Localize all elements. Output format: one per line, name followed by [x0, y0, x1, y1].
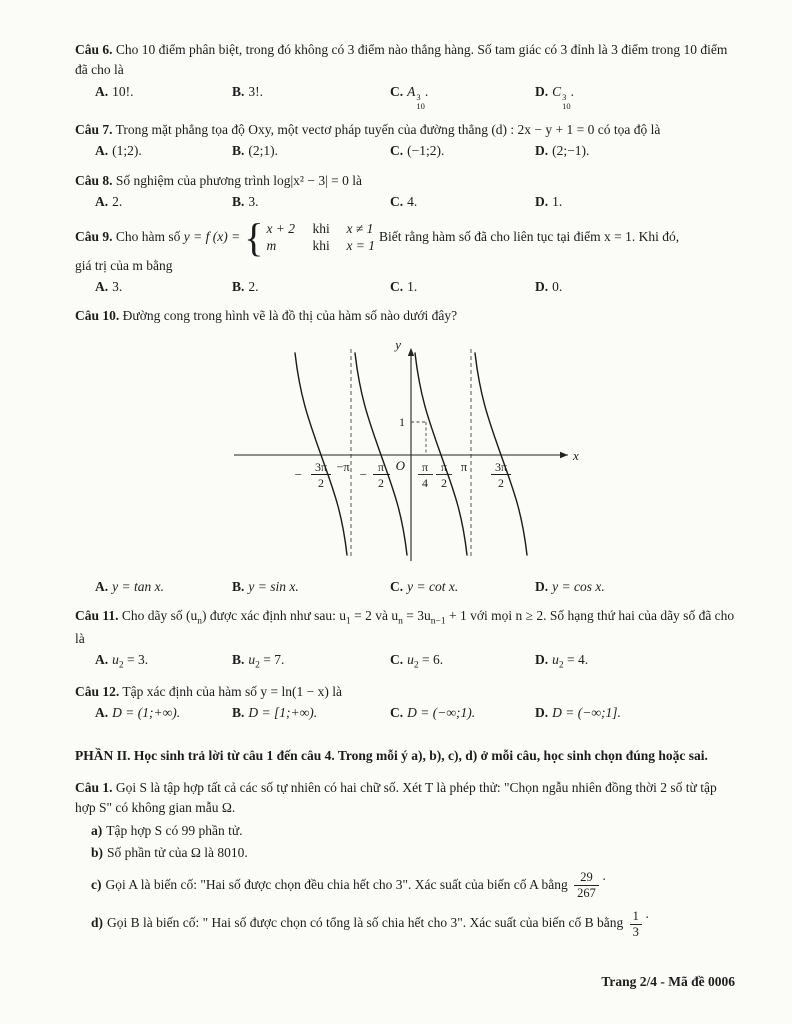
question-number: Câu 9.: [75, 229, 113, 245]
option-text: (2;−1).: [552, 143, 590, 159]
statement-b: [91, 843, 737, 863]
option-c: [390, 82, 535, 112]
y-axis-arrow: [408, 348, 414, 356]
question-number: Câu 8.: [75, 172, 113, 188]
option-text: 2.: [112, 193, 123, 209]
option-b: [232, 192, 390, 212]
script-stack: [562, 93, 571, 112]
tick-label-1: 1: [399, 414, 405, 429]
option-label: B.: [232, 652, 245, 668]
subscript: n−1: [430, 616, 446, 627]
subscript: 10: [562, 100, 571, 111]
option-label: C.: [390, 83, 404, 99]
graph-figure: [75, 333, 737, 569]
tick-num-neg-3pi-2: 3π: [314, 459, 328, 474]
option-text: D = [1;+∞).: [248, 705, 318, 721]
piecewise-function: [244, 215, 376, 261]
tick-den-3pi-2: 2: [498, 475, 504, 490]
statement-label: c): [91, 876, 102, 892]
option-label: A.: [95, 193, 109, 209]
question-text: = 2 và u: [350, 607, 399, 623]
option-b: [232, 141, 390, 161]
tick-num-neg-pi-2: π: [377, 459, 385, 474]
option-d: [535, 82, 737, 112]
option-label: A.: [95, 143, 109, 159]
sentence-dot: ·: [601, 871, 607, 887]
y-axis-label: y: [395, 336, 401, 352]
case-condition: x = 1: [346, 238, 376, 254]
part2-header: PHẦN II. Học sinh trả lời từ câu 1 đến câu 4. Trong mỗi ý a), b), c), d) ở mỗi câu, học sinh chọn đúng hoặc sai.: [75, 747, 708, 763]
subscript: n: [197, 616, 203, 627]
sentence-dot: ·: [644, 910, 650, 926]
subscript: 1: [346, 616, 351, 627]
superscript: 3: [416, 91, 421, 102]
statement-c: [91, 870, 737, 901]
statement-a: [91, 821, 737, 841]
subscript: 2: [413, 660, 419, 671]
question-text: + 1 với mọi n ≥ 2. Số hạng thứ hai của dãy số đã cho là: [75, 607, 735, 646]
question-stem: [75, 682, 737, 702]
option-label: B.: [232, 143, 245, 159]
tick-den-pi-2: 2: [441, 475, 447, 490]
question-text: Tập xác định của hàm số y = ln(1 − x) là: [122, 684, 342, 700]
option-text-tail: .: [424, 83, 429, 99]
fraction-numerator: 29: [580, 870, 593, 885]
option-text: 10!.: [112, 83, 134, 99]
options-row: [95, 82, 737, 112]
statement-text: Tập hợp S có 99 phần tử.: [106, 823, 243, 839]
option-text: D = (−∞;1).: [407, 705, 476, 721]
option-b: [232, 703, 390, 723]
question-stem: [75, 171, 737, 191]
option-label: D.: [535, 705, 549, 721]
option-d: [535, 577, 737, 597]
tick-sign-neg-3pi-2: −: [294, 466, 302, 482]
options-row: [95, 650, 737, 673]
question-text: Số nghiệm của phương trình log|x² − 3| = 0 là: [115, 172, 363, 188]
option-a: [95, 577, 232, 597]
option-d: [535, 703, 737, 723]
option-text: (1;2).: [112, 143, 142, 159]
x-axis-label: x: [573, 447, 579, 463]
tick-label-neg-pi: −π: [336, 459, 350, 474]
option-text: 2.: [248, 279, 259, 295]
options-row: [95, 192, 737, 212]
fraction: [574, 870, 599, 901]
brace: {: [244, 215, 264, 261]
option-text: 3.: [248, 193, 259, 209]
option-text: A: [407, 83, 416, 99]
option-label: D.: [535, 578, 549, 594]
option-label: D.: [535, 193, 549, 209]
statement-label: b): [91, 844, 104, 860]
question-10: [75, 306, 737, 597]
option-label: D.: [535, 279, 549, 295]
case-expression: m: [266, 238, 277, 254]
fraction-numerator: 1: [632, 908, 639, 923]
question-number: Câu 11.: [75, 607, 119, 623]
question-text-line2: giá trị của m bằng: [75, 257, 173, 273]
tick-label-pi: π: [460, 459, 468, 474]
curve-branch-2: [355, 353, 407, 555]
part2-question-1: [75, 778, 737, 947]
option-label: C.: [390, 705, 404, 721]
option-d: [535, 650, 737, 673]
option-text: u: [552, 652, 559, 668]
option-b: [232, 82, 390, 112]
subscript: 10: [416, 100, 425, 111]
statement-text: Số phần tử của Ω là 8010.: [107, 844, 248, 860]
option-c: [390, 141, 535, 161]
question-text: Đường cong trong hình vẽ là đồ thị của hàm số nào dưới đây?: [122, 308, 458, 324]
question-11: [75, 606, 737, 673]
option-text: y = sin x.: [248, 578, 299, 594]
question-text: Cho dãy số (u: [121, 607, 198, 623]
statement-d: [91, 908, 737, 939]
case-expression: x + 2: [266, 221, 296, 237]
option-text-tail: = 6.: [418, 652, 444, 668]
question-8: [75, 171, 737, 213]
cotangent-graph: [216, 333, 596, 569]
case-keyword: khi: [312, 221, 330, 237]
option-label: A.: [95, 705, 109, 721]
option-c: [390, 703, 535, 723]
question-number: Câu 12.: [75, 684, 120, 700]
option-c: [390, 650, 535, 673]
option-a: [95, 82, 232, 112]
options-row: [95, 703, 737, 723]
option-text: D = (−∞;1].: [552, 705, 621, 721]
curve-branch-1: [295, 353, 347, 555]
option-a: [95, 703, 232, 723]
question-stem: [75, 606, 737, 649]
piecewise-row: [266, 221, 375, 238]
option-label: A.: [95, 279, 109, 295]
function-definition: y = f (x) =: [183, 229, 241, 245]
option-label: D.: [535, 143, 549, 159]
tick-den-pi-4: 4: [422, 475, 428, 490]
option-label: D.: [535, 83, 549, 99]
option-text: u: [407, 652, 414, 668]
option-text: 3.: [112, 279, 123, 295]
question-text: Gọi S là tập hợp tất cả các số tự nhiên có hai chữ số. Xét T là phép thử: "Chọn ngẫu nhiên đồng thời 2 số từ tập hợp S" có không gian mẫu Ω.: [75, 779, 717, 816]
option-label: D.: [535, 652, 549, 668]
option-label: A.: [95, 578, 109, 594]
fraction: [630, 909, 642, 940]
options-row: [95, 577, 737, 597]
option-text: 3!.: [248, 83, 264, 99]
tick-sign-neg-pi-2: −: [359, 466, 367, 482]
option-d: [535, 192, 737, 212]
options-row: [95, 141, 737, 161]
subscript: n: [398, 616, 403, 627]
question-text: Cho 10 điểm phân biệt, trong đó không có 3 điểm nào thẳng hàng. Số tam giác có 3 đỉnh là 3 điểm trong 10 điểm đã cho là: [75, 42, 728, 78]
options-row: [95, 277, 737, 297]
superscript: 3: [562, 91, 567, 102]
question-text: = 3u: [402, 607, 431, 623]
statement-text: Gọi A là biến cố: "Hai số được chọn đều chia hết cho 3". Xác suất của biến cố A bằng: [105, 876, 568, 892]
piecewise-rows: [266, 221, 375, 255]
option-label: B.: [232, 578, 245, 594]
option-label: B.: [232, 83, 245, 99]
tick-num-pi-2: π: [440, 459, 448, 474]
option-a: [95, 650, 232, 673]
piecewise-row: [266, 238, 375, 255]
question-6: [75, 40, 737, 111]
curve-branch-4: [475, 353, 527, 555]
question-text: ) được xác định như sau: u: [202, 607, 347, 623]
option-c: [390, 577, 535, 597]
option-b: [232, 650, 390, 673]
question-stem: [75, 306, 737, 326]
option-d: [535, 277, 737, 297]
tick-den-neg-3pi-2: 2: [318, 475, 324, 490]
option-d: [535, 141, 737, 161]
option-label: C.: [390, 279, 404, 295]
option-text: 0.: [552, 279, 563, 295]
question-stem: [75, 40, 737, 81]
option-text: y = cot x.: [407, 578, 459, 594]
option-label: C.: [390, 578, 404, 594]
question-stem: [75, 778, 737, 819]
question-number: Câu 1.: [75, 779, 113, 795]
origin-label: O: [395, 457, 405, 473]
subscript: 2: [558, 660, 564, 671]
option-label: C.: [390, 652, 404, 668]
case-condition: x ≠ 1: [346, 221, 374, 237]
curve-branch-3: [415, 353, 467, 555]
option-text: y = cos x.: [552, 578, 605, 594]
fraction-denominator: 3: [630, 924, 642, 940]
tick-num-pi-4: π: [421, 459, 429, 474]
option-text: 4.: [407, 193, 418, 209]
question-12: [75, 682, 737, 724]
option-c: [390, 192, 535, 212]
option-label: B.: [232, 193, 245, 209]
option-label: B.: [232, 705, 245, 721]
option-text: (2;1).: [248, 143, 279, 159]
case-keyword: khi: [312, 238, 330, 254]
tick-num-3pi-2: 3π: [494, 459, 508, 474]
option-b: [232, 277, 390, 297]
tick-den-neg-pi-2: 2: [378, 475, 384, 490]
option-text-tail: = 7.: [259, 652, 285, 668]
question-stem: [75, 215, 737, 261]
option-a: [95, 141, 232, 161]
option-text: D = (1;+∞).: [112, 705, 181, 721]
option-text: u: [112, 652, 119, 668]
option-b: [232, 577, 390, 597]
option-label: B.: [232, 279, 245, 295]
option-text: C: [552, 83, 562, 99]
question-text: Trong mặt phẳng tọa độ Oxy, một vectơ pháp tuyến của đường thẳng (d) : 2x − y + 1 = 0 có tọa độ là: [115, 122, 661, 138]
question-stem: [75, 120, 737, 140]
question-number: Câu 7.: [75, 122, 113, 138]
statement-text: Gọi B là biến cố: " Hai số được chọn có tổng là số chia hết cho 3". Xác suất của biến cố B bằng: [107, 915, 624, 931]
option-label: C.: [390, 143, 404, 159]
statement-label: a): [91, 823, 103, 839]
option-text-tail: = 3.: [123, 652, 149, 668]
fraction-denominator: 267: [574, 885, 599, 901]
option-text-tail: = 4.: [563, 652, 589, 668]
question-number: Câu 6.: [75, 42, 113, 57]
question-9: [75, 215, 737, 297]
subscript: 2: [255, 660, 260, 671]
option-label: A.: [95, 652, 109, 668]
question-text-continued: Biết rằng hàm số đã cho liên tục tại điểm x = 1. Khi đó,: [379, 229, 680, 245]
option-a: [95, 277, 232, 297]
option-text: 1.: [407, 279, 418, 295]
question-text: Cho hàm số: [115, 229, 181, 245]
option-label: A.: [95, 83, 109, 99]
statement-label: d): [91, 915, 104, 931]
option-text: u: [248, 652, 256, 668]
x-axis-arrow: [560, 451, 568, 457]
option-text: (−1;2).: [407, 143, 445, 159]
option-text: 1.: [552, 193, 563, 209]
page-footer: Trang 2/4 - Mã đề 0006: [601, 974, 735, 990]
option-label: C.: [390, 193, 404, 209]
question-number: Câu 10.: [75, 308, 120, 324]
option-a: [95, 192, 232, 212]
option-text-tail: .: [570, 83, 575, 99]
subscript: 2: [118, 660, 124, 671]
option-text: y = tan x.: [112, 578, 164, 594]
question-7: [75, 120, 737, 162]
script-stack: [416, 93, 425, 112]
option-c: [390, 277, 535, 297]
